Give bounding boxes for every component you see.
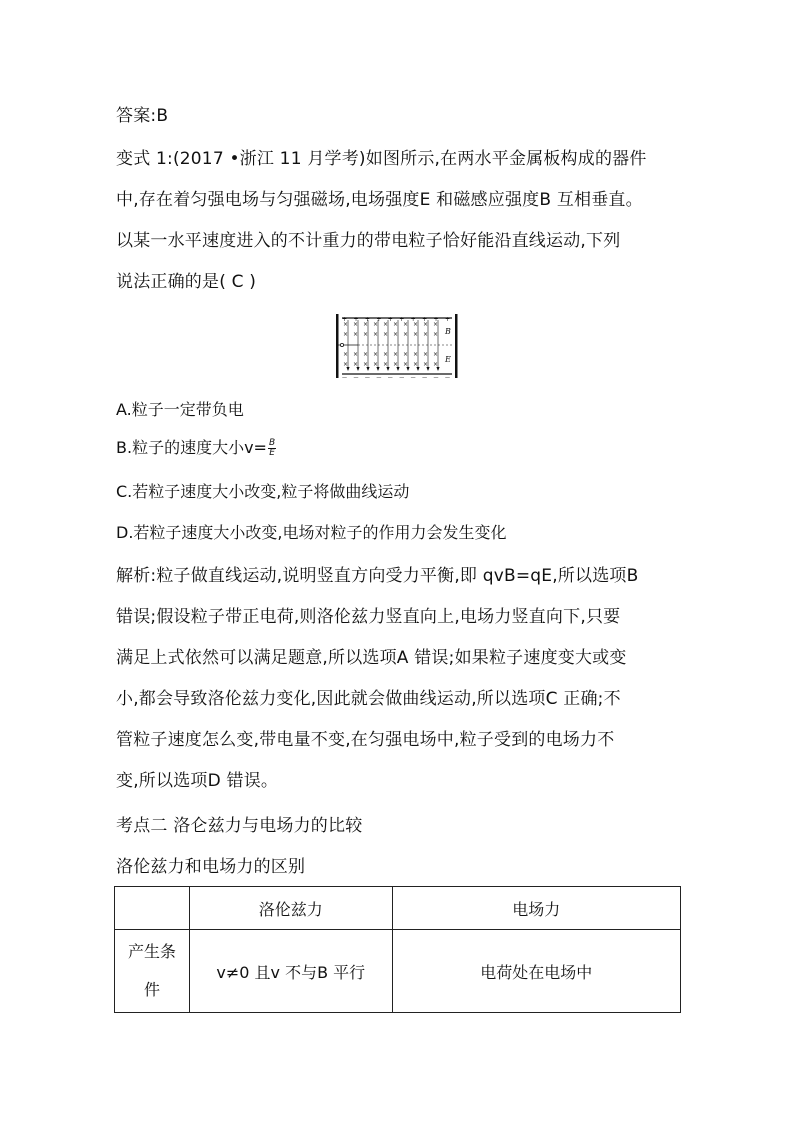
table-header-row <box>115 887 681 930</box>
cross-mark: × <box>433 351 439 358</box>
cross-mark: × <box>373 321 379 328</box>
analysis-line-1: 解析:粒子做直线运动,说明竖直方向受力平衡,即 qvB=qE,所以选项B <box>116 566 639 586</box>
table-header-cell: 电场力 <box>392 887 680 930</box>
cross-mark: × <box>403 331 409 338</box>
lorentz-condition-cell: v≠0 且v 不与B 平行 <box>189 930 392 1013</box>
cross-mark: × <box>343 331 349 338</box>
cross-mark: × <box>383 321 389 328</box>
option-d: D.若粒子速度大小改变,电场对粒子的作用力会发生变化 <box>116 523 507 542</box>
cross-mark: × <box>363 361 369 368</box>
cross-mark: × <box>403 351 409 358</box>
cross-mark: × <box>373 331 379 338</box>
capacitor-field-figure <box>334 312 460 380</box>
analysis-line-5: 管粒子速度怎么变,带电量不变,在匀强电场中,粒子受到的电场力不 <box>116 730 615 750</box>
cross-mark: × <box>433 361 439 368</box>
option-b <box>116 437 276 459</box>
analysis-line-6: 变,所以选项D 错误。 <box>116 771 279 791</box>
option-b-text: B.粒子的速度大小v= <box>116 438 267 457</box>
cross-mark: × <box>353 351 359 358</box>
table-header-cell <box>115 887 190 930</box>
cross-mark: × <box>383 351 389 358</box>
cross-mark: × <box>393 351 399 358</box>
variant-line-2: 中,存在着匀强电场与匀强磁场,电场强度E 和磁感应强度B 互相垂直。 <box>116 190 643 210</box>
cross-mark: × <box>373 351 379 358</box>
variant-line-1: 变式 1:(2017 •浙江 11 月学考)如图所示,在两水平金属板构成的器件 <box>116 149 647 169</box>
particle <box>340 343 343 346</box>
section-title: 考点二 洛仑兹力与电场力的比较 <box>116 816 363 836</box>
b-over-e-fraction <box>268 439 276 458</box>
right-bar <box>455 314 458 378</box>
cross-mark: × <box>383 331 389 338</box>
analysis-line-2: 错误;假设粒子带正电荷,则洛伦兹力竖直向上,电场力竖直向下,只要 <box>116 607 621 627</box>
minus-signs: — — — — — — — — — — <box>342 375 450 380</box>
cross-mark: × <box>393 321 399 328</box>
cross-mark: × <box>423 361 429 368</box>
cross-mark: × <box>343 361 349 368</box>
cross-mark: × <box>433 331 439 338</box>
cross-mark: × <box>413 321 419 328</box>
cross-mark: × <box>423 351 429 358</box>
left-bar <box>336 314 339 378</box>
cross-mark: × <box>363 321 369 328</box>
cross-mark: × <box>343 351 349 358</box>
cross-mark: × <box>413 361 419 368</box>
cross-mark: × <box>393 331 399 338</box>
table-row <box>115 930 681 1013</box>
cross-mark: × <box>413 331 419 338</box>
magnetic-field-crosses <box>343 321 438 368</box>
row-label-line-1: 产生条 <box>127 942 176 961</box>
cross-mark: × <box>403 321 409 328</box>
cross-mark: × <box>353 331 359 338</box>
comparison-table <box>114 886 681 1013</box>
analysis-line-4: 小,都会导致洛伦兹力变化,因此就会做曲线运动,所以选项C 正确;不 <box>116 689 621 709</box>
cross-mark: × <box>373 361 379 368</box>
label-e: E <box>445 355 451 364</box>
row-label <box>124 933 180 1009</box>
cross-mark: × <box>353 361 359 368</box>
variant-line-3: 以某一水平速度进入的不计重力的带电粒子恰好能沿直线运动,下列 <box>116 231 621 251</box>
section-subtitle: 洛伦兹力和电场力的区别 <box>116 857 306 877</box>
cross-mark: × <box>423 331 429 338</box>
answer-line: 答案:B <box>116 106 169 126</box>
variant-line-4: 说法正确的是( C ) <box>116 272 257 292</box>
cross-mark: × <box>393 361 399 368</box>
analysis-line-3: 满足上式依然可以满足题意,所以选项A 错误;如果粒子速度变大或变 <box>116 648 627 668</box>
row-label-line-2: 件 <box>143 980 160 999</box>
fraction-numerator: B <box>268 438 276 448</box>
option-c: C.若粒子速度大小改变,粒子将做曲线运动 <box>116 482 410 501</box>
cross-mark: × <box>423 321 429 328</box>
plus-signs: + + + + + + + + + + <box>342 316 450 323</box>
cross-mark: × <box>383 361 389 368</box>
label-b: B <box>445 327 451 336</box>
cross-mark: × <box>433 321 439 328</box>
electric-condition-cell: 电荷处在电场中 <box>392 930 680 1013</box>
option-a: A.粒子一定带负电 <box>116 400 244 419</box>
cross-mark: × <box>363 351 369 358</box>
fraction-denominator: E <box>269 448 275 458</box>
row-label-cell <box>115 930 190 1013</box>
cross-mark: × <box>363 331 369 338</box>
cross-mark: × <box>343 321 349 328</box>
cross-mark: × <box>413 351 419 358</box>
cross-mark: × <box>403 361 409 368</box>
table-header-cell: 洛伦兹力 <box>189 887 392 930</box>
cross-mark: × <box>353 321 359 328</box>
